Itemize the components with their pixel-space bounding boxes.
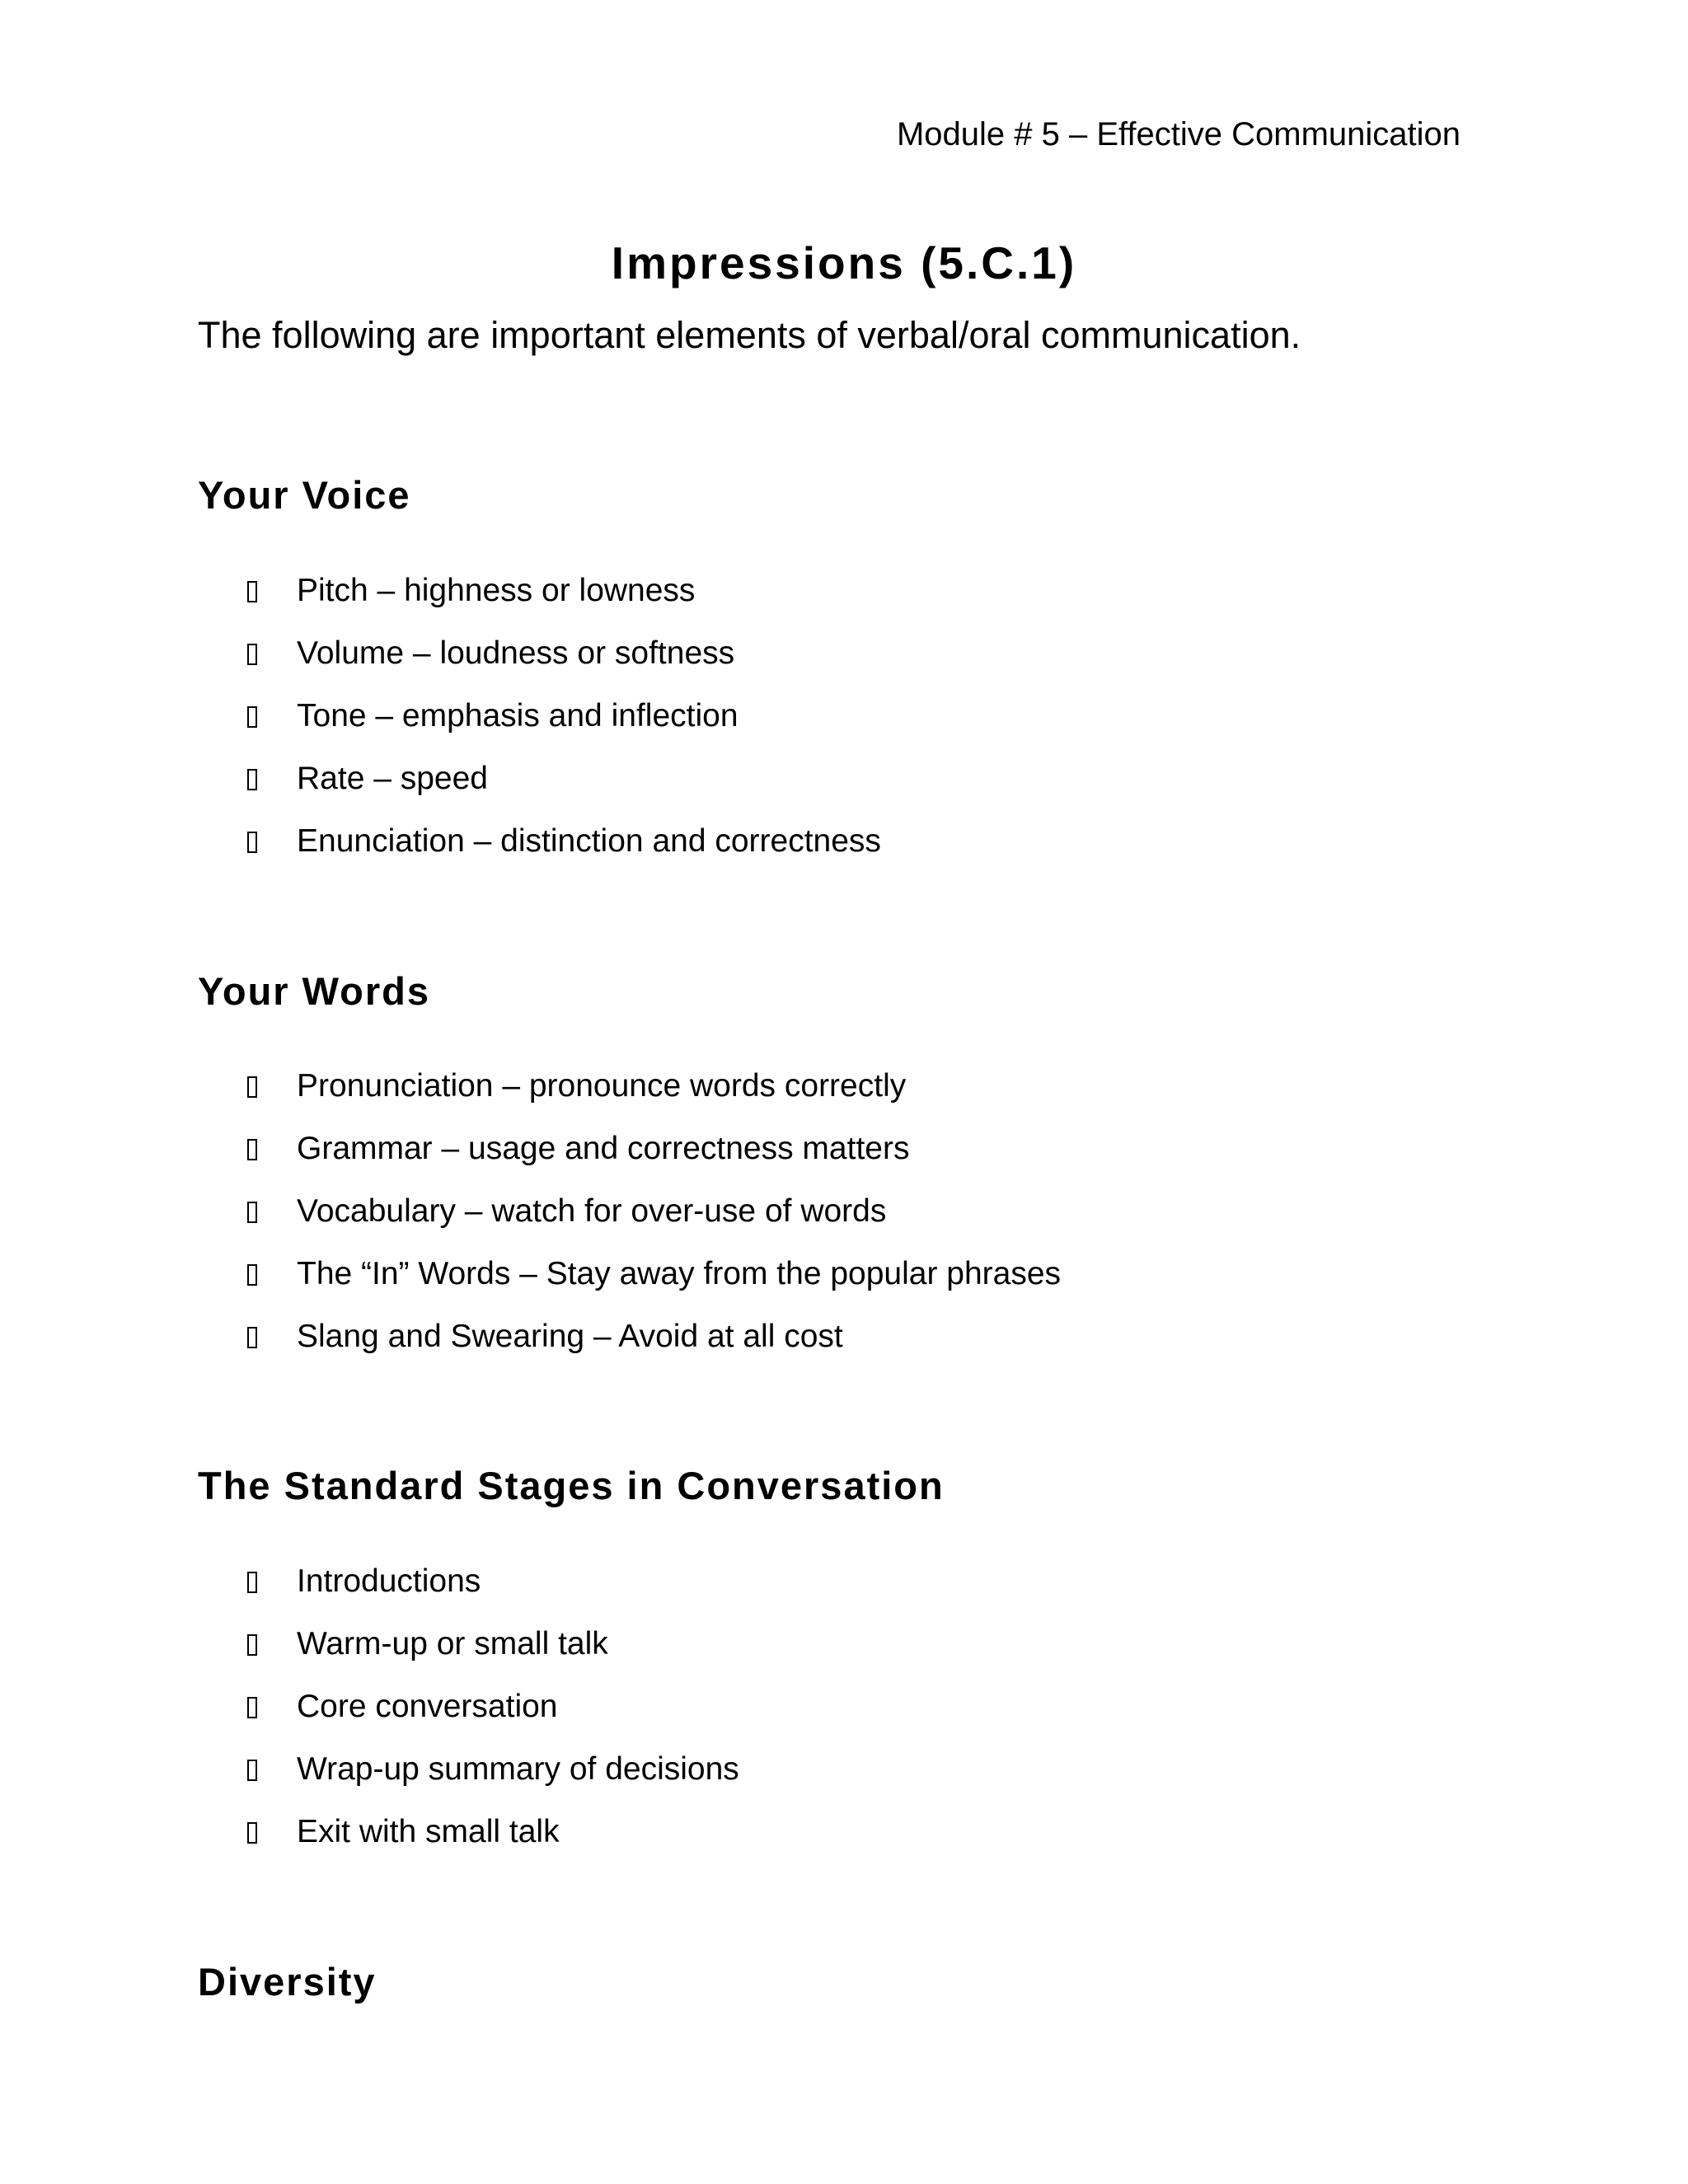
- list-item-text: Tone – emphasis and inflection: [297, 698, 738, 733]
- bullet-icon: [247, 1139, 257, 1160]
- list-item: [0, 1192, 1688, 1254]
- list-item: [0, 1066, 1688, 1129]
- bullet-icon: [247, 1264, 257, 1286]
- list-item-text: The “In” Words – Stay away from the popular phrases: [297, 1256, 1062, 1291]
- list-item-text: Pronunciation – pronounce words correctly: [297, 1068, 907, 1104]
- list-item: [0, 1812, 1688, 1875]
- bullet-list-your-voice: [0, 571, 1688, 884]
- list-item-text: Enunciation – distinction and correctness: [297, 823, 881, 859]
- bullet-icon: [247, 1760, 257, 1781]
- list-item: [0, 1624, 1688, 1687]
- bullet-icon: [247, 769, 257, 790]
- list-item: [0, 1317, 1688, 1380]
- bullet-icon: [247, 1697, 257, 1718]
- list-item: [0, 696, 1688, 759]
- section-heading-your-words: Your Words: [198, 969, 430, 1013]
- bullet-icon: [247, 1572, 257, 1593]
- bullet-icon: [247, 832, 257, 853]
- section-heading-conversation-stages: The Standard Stages in Conversation: [198, 1464, 945, 1507]
- list-item-text: Rate – speed: [297, 761, 489, 796]
- list-item: [0, 822, 1688, 884]
- page-title: Impressions (5.C.1): [611, 237, 1077, 288]
- section-heading-your-voice: Your Voice: [198, 473, 411, 517]
- list-item-text: Pitch – highness or lowness: [297, 573, 696, 608]
- bullet-icon: [247, 1202, 257, 1223]
- bullet-list-your-words: [0, 1066, 1688, 1380]
- list-item: [0, 759, 1688, 822]
- list-item: [0, 634, 1688, 696]
- bullet-icon: [247, 581, 257, 602]
- list-item-text: Core conversation: [297, 1689, 558, 1724]
- list-item-text: Slang and Swearing – Avoid at all cost: [297, 1319, 843, 1354]
- bullet-icon: [247, 706, 257, 728]
- list-item: [0, 1750, 1688, 1812]
- list-item: [0, 1254, 1688, 1317]
- list-item: [0, 571, 1688, 634]
- list-item-text: Exit with small talk: [297, 1814, 560, 1849]
- list-item-text: Introductions: [297, 1563, 481, 1599]
- list-item: [0, 1562, 1688, 1624]
- list-item: [0, 1687, 1688, 1750]
- bullet-list-conversation-stages: [0, 1562, 1688, 1875]
- list-item-text: Wrap-up summary of decisions: [297, 1751, 739, 1787]
- list-item-text: Grammar – usage and correctness matters: [297, 1131, 910, 1166]
- bullet-icon: [247, 1822, 257, 1844]
- bullet-icon: [247, 1327, 257, 1348]
- bullet-icon: [247, 644, 257, 665]
- running-header: Module # 5 – Effective Communication: [896, 116, 1461, 152]
- section-heading-diversity: Diversity: [198, 1960, 377, 2004]
- bullet-icon: [247, 1076, 257, 1098]
- list-item-text: Warm-up or small talk: [297, 1626, 608, 1661]
- list-item-text: Vocabulary – watch for over-use of words: [297, 1193, 887, 1229]
- bullet-icon: [247, 1634, 257, 1656]
- list-item: [0, 1129, 1688, 1192]
- intro-paragraph: The following are important elements of verbal/oral communication.: [198, 314, 1301, 356]
- list-item-text: Volume – loudness or softness: [297, 635, 735, 671]
